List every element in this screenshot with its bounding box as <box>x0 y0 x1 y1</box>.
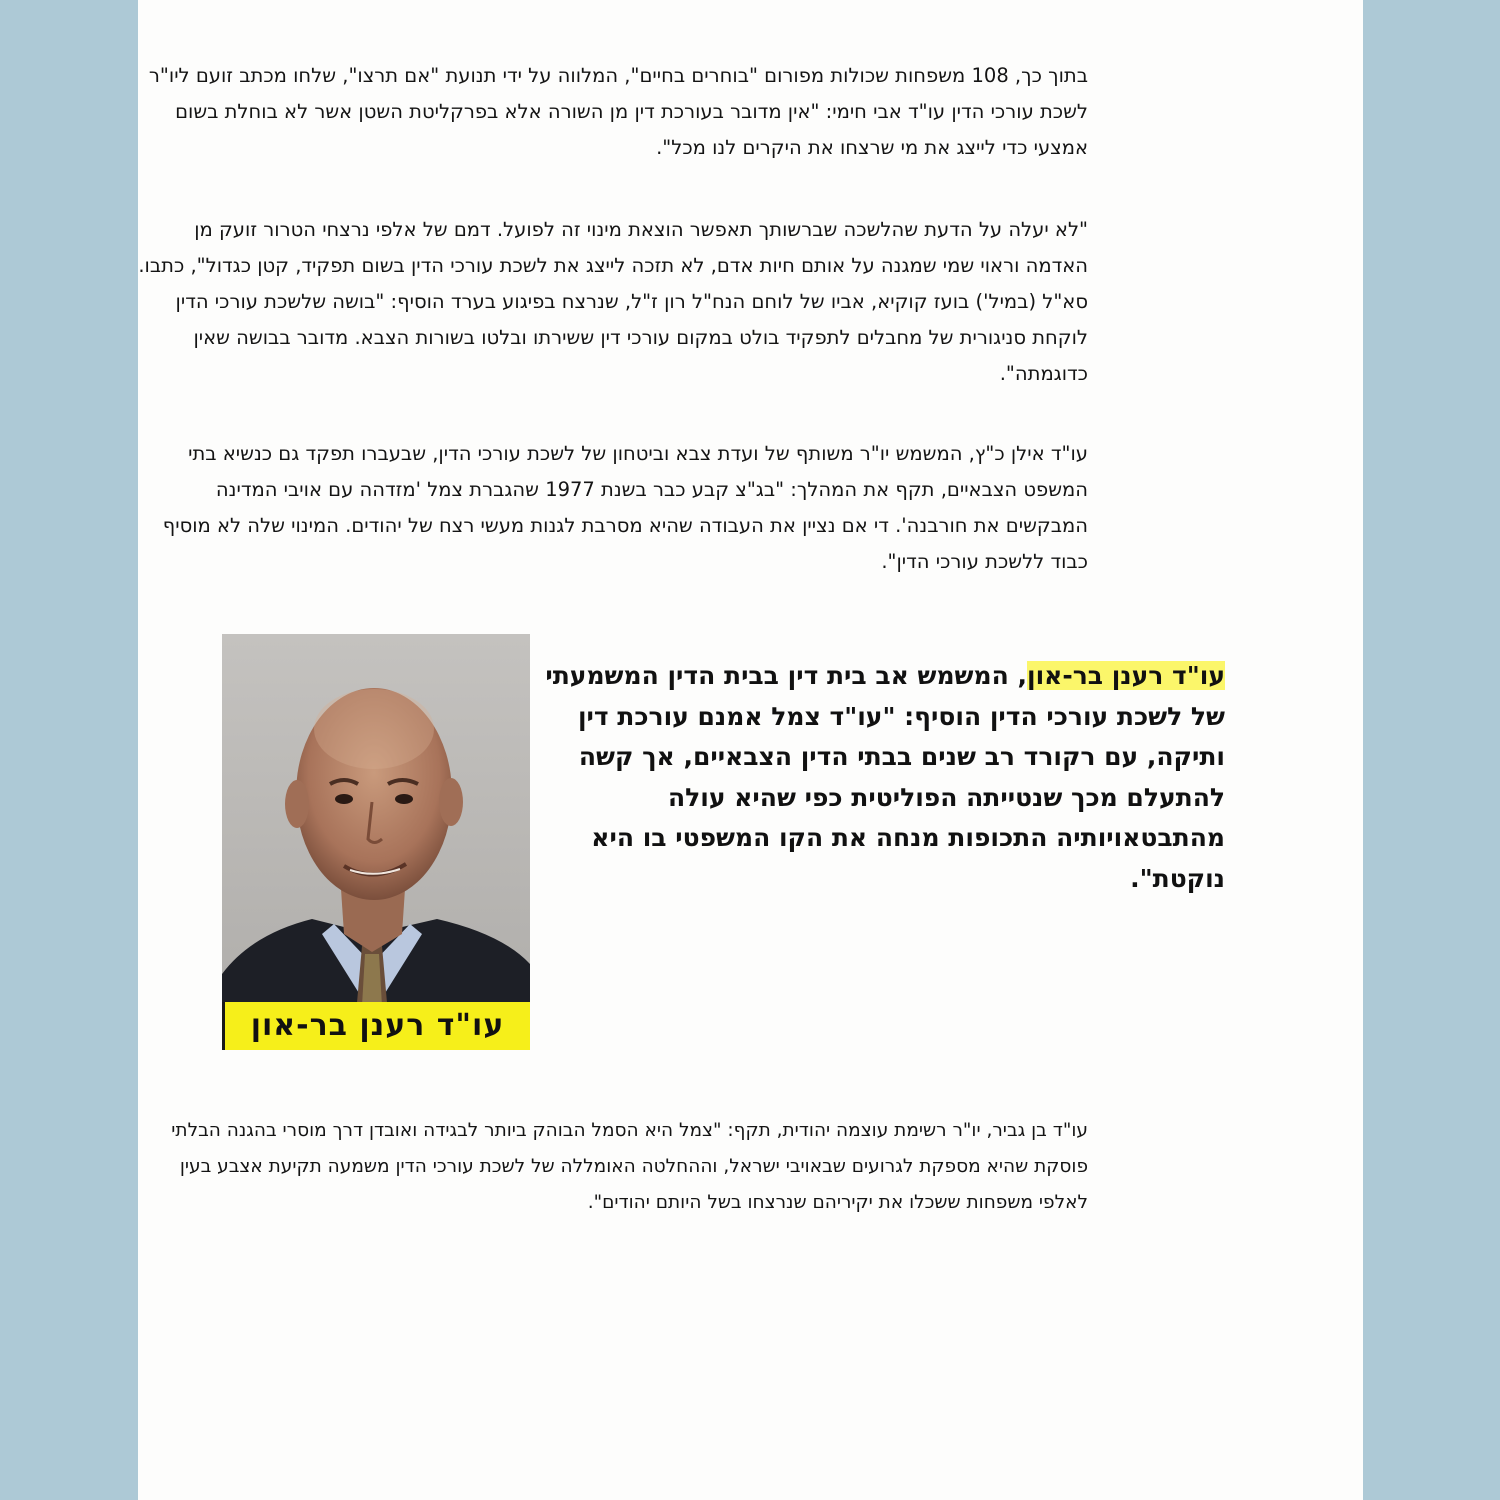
photo-caption: עו"ד רענן בר-און <box>222 1002 530 1050</box>
portrait-illustration <box>222 634 530 1050</box>
paragraph-bereaved-families: בתוך כך, 108 משפחות שכולות מפורום "בוחרים בחיים", המלווה על ידי תנועת "אם תרצו", שלחו מכתב זועם ליו"ר לשכת עורכי הדין עו"ד אבי חימי: "אין מדובר בעורכת דין מן השורה אלא בפרקליטת השטן אשר לא בוחלת בשום אמצעי כדי לייצג את מי שרצחו את היקרים לנו מכל". <box>148 64 1088 159</box>
portrait-photo <box>222 634 530 1050</box>
paragraph-ben-gvir: עו"ד בן גביר, יו"ר רשימת עוצמה יהודית, תקף: "צמל היא הסמל הבוהק ביותר לבגידה ואובדן דרך מוסרי בהגנה הבלתי פוסקת שהיא מספקת לגרועים שבאויבי ישראל, וההחלטה האומללה של לשכת עורכי הדין משמעה תקיעת אצבע בעין לאלפי משפחות ששכלו את יקיריהם שנרצחו בשל היותם יהודים". <box>171 1120 1088 1213</box>
paragraph-raanan-bar-on-text: , המשמש אב בית דין בבית הדין המשמעתי של לשכת עורכי הדין הוסיף: "עו"ד צמל אמנם עורכת דין ותיקה, עם רקורד רב שנים בבתי הדין הצבאיים, אך קשה להתעלם מכך שנטייתה הפוליטית כפי שהיא עולה מהתבטאויותיה התכופות מנחה את הקו המשפטי בו היא נוקטת". <box>545 661 1225 893</box>
highlighted-name: עו"ד רענן בר-און <box>1026 661 1225 690</box>
paragraph-letter-quote: "לא יעלה על הדעת שהלשכה שברשותך תאפשר הוצאת מינוי זה לפועל. דמם של אלפי נרצחי הטרור זועק מן האדמה וראוי שמי שמגנה על אותם חיות אדם, לא תזכה לייצג את לשכת עורכי הדין בשום תפקיד, קטן כגדול", כתבו. סא"ל (במיל') בועז קוקיא, אביו של לוחם הנח"ל רון ז"ל, שנרצח בפיגוע בערד הוסיף: "בושה שלשכת עורכי הדין לוקחת סניגורית של מחבלים לתפקיד בולט במקום עורכי דין ששירתו ובלטו בשורות הצבא. מדובר בבושה שאין כדוגמתה". <box>138 218 1088 385</box>
paragraph-raanan-bar-on <box>535 656 1225 899</box>
paragraph-ilan-katz: עו"ד אילן כ"ץ, המשמש יו"ר משותף של ועדת צבא וביטחון של לשכת עורכי הדין, שבעברו תפקד גם כנשיא בתי המשפט הצבאיים, תקף את המהלך: "בג"צ קבע כבר בשנת 1977 שהגברת צמל 'מזדהה עם אויבי המדינה המבקשים את חורבנה'. די אם נציין את העבודה שהיא מסרבת לגנות מעשי רצח של יהודים. המינוי שלה לא מוסיף כבוד ללשכת עורכי הדין". <box>162 442 1088 573</box>
